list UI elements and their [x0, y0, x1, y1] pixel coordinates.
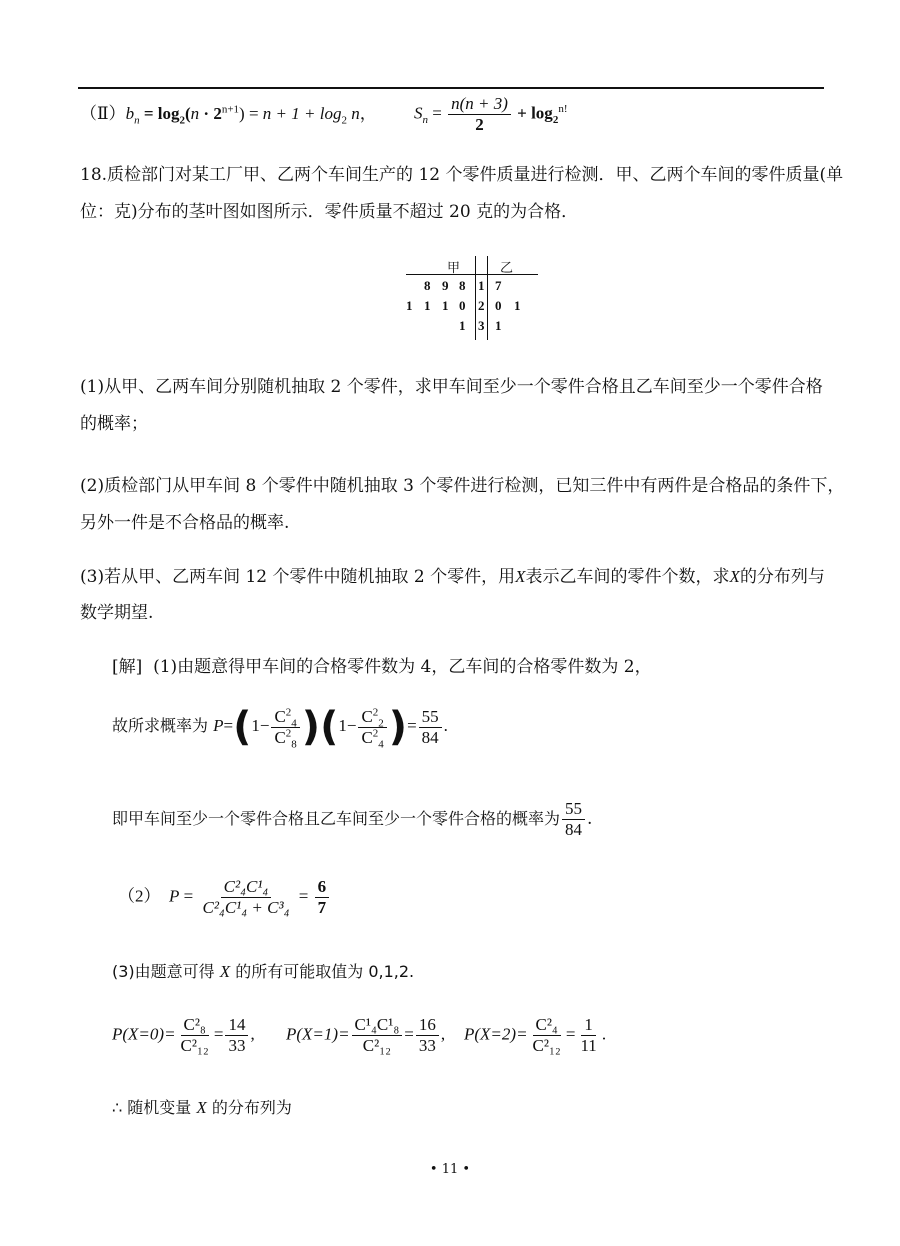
stem: 3	[478, 318, 485, 333]
stem-leaf-left-divider	[475, 256, 476, 340]
solution-label: [解]	[112, 657, 143, 677]
paren-close: )	[301, 704, 321, 750]
solution-part3-line: (3)由题意可得 X 的所有可能取值为 0,1,2.	[112, 962, 415, 981]
probability-x0: P(X=0)= $\frac{\text{C²₈}}{\text{C²₁₂}}$ = $\frac{14}{33}$ ,	[112, 1015, 255, 1055]
part2-sn-formula: $S_n$ = $\frac{n(n + 3)}{2}$ + $\log_2^{n!}$	[414, 94, 568, 134]
therefore-line: ∴ 随机变量 X 的分布列为	[112, 1098, 292, 1117]
q18-line1: 18.质检部门对某工厂甲、乙两个车间生产的 12 个零件质量进行检测．甲、乙两个车间的零件质量(单	[80, 165, 844, 185]
q1-line1: (1)从甲、乙两车间分别随机抽取 2 个零件，求甲车间至少一个零件合格且乙车间至少一个零件合格	[80, 377, 823, 397]
q3-line2: 数学期望.	[80, 603, 154, 623]
leaf-right: 1	[514, 298, 521, 313]
stem-leaf-right-divider	[487, 256, 488, 340]
q18-line2: 位：克)分布的茎叶图如图所示．零件质量不超过 20 克的为合格．	[80, 202, 579, 222]
stem-leaf-right-header: 乙	[500, 261, 514, 276]
paren-open: (	[233, 704, 252, 750]
q2-line1: (2)质检部门从甲车间 8 个零件中随机抽取 3 个零件进行检测，已知三件中有两件是合格品的条件下，	[80, 476, 845, 496]
leaf-left: 1	[442, 298, 449, 313]
solution-line1: [解] (1)由题意得甲车间的合格零件数为 4，乙车间的合格零件数为 2，	[112, 657, 652, 677]
page-number: • 11 •	[429, 1162, 471, 1177]
stem: 2	[478, 298, 485, 313]
stem-leaf-header-rule	[406, 274, 538, 275]
q2-line2: 另外一件是不合格品的概率.	[80, 513, 290, 533]
probability-x1: P(X=1)= $\frac{\text{C¹₄C¹₈}}{\text{C²₁₂}}$ = $\frac{16}{33}$ ,	[286, 1015, 446, 1055]
stem-leaf-left-header: 甲	[447, 261, 461, 276]
q1-line2: 的概率；	[80, 414, 148, 434]
leaf-left: 8	[459, 278, 466, 293]
solution-part2: （2） P = $\frac{\text{C²₄C¹₄}}{\text{C²₄C¹₄ + C³₄}}$ = $\frac{6}{7}$	[118, 878, 331, 917]
leaf-left: 1	[424, 298, 431, 313]
leaf-right: 0	[495, 298, 502, 313]
stem: 1	[478, 278, 485, 293]
leaf-left: 0	[459, 298, 466, 313]
stem-leaf-plot	[400, 256, 540, 340]
leaf-right: 1	[495, 318, 502, 333]
leaf-left: 8	[424, 278, 431, 293]
leaf-left: 1	[406, 298, 413, 313]
leaf-left: 9	[442, 278, 449, 293]
paren-close: )	[388, 704, 408, 750]
solution-line3: 即甲车间至少一个零件合格且乙车间至少一个零件合格的概率为 $\frac{55}{84}$ .	[112, 799, 593, 839]
leaf-left: 1	[459, 318, 466, 333]
leaf-right: 7	[495, 278, 502, 293]
q3-line1: (3)若从甲、乙两车间 12 个零件中随机抽取 2 个零件，用X表示乙车间的零件个数，求X的分布列与	[80, 567, 825, 587]
part2-label: （Ⅱ）	[80, 104, 126, 123]
part2-bn-line: $(Ⅱ)b_n = \log_2(n \cdot 2^{n+1}) = n + 1 + \log_2 n$，	[80, 103, 377, 127]
paren-open: (	[320, 704, 339, 750]
probability-x2: P(X=2)= $\frac{\text{C²₄}}{\text{C²₁₂}}$ = $\frac{1}{11}$ .	[464, 1015, 607, 1055]
header-rule	[78, 87, 824, 89]
solution-line2: 故所求概率为 P=(1− $\frac{C^2_4}{C^2_8}$ )(1− $\frac{C^2_2}{C^2_4}$ )= $\frac{55}{84}$ .	[112, 704, 448, 750]
